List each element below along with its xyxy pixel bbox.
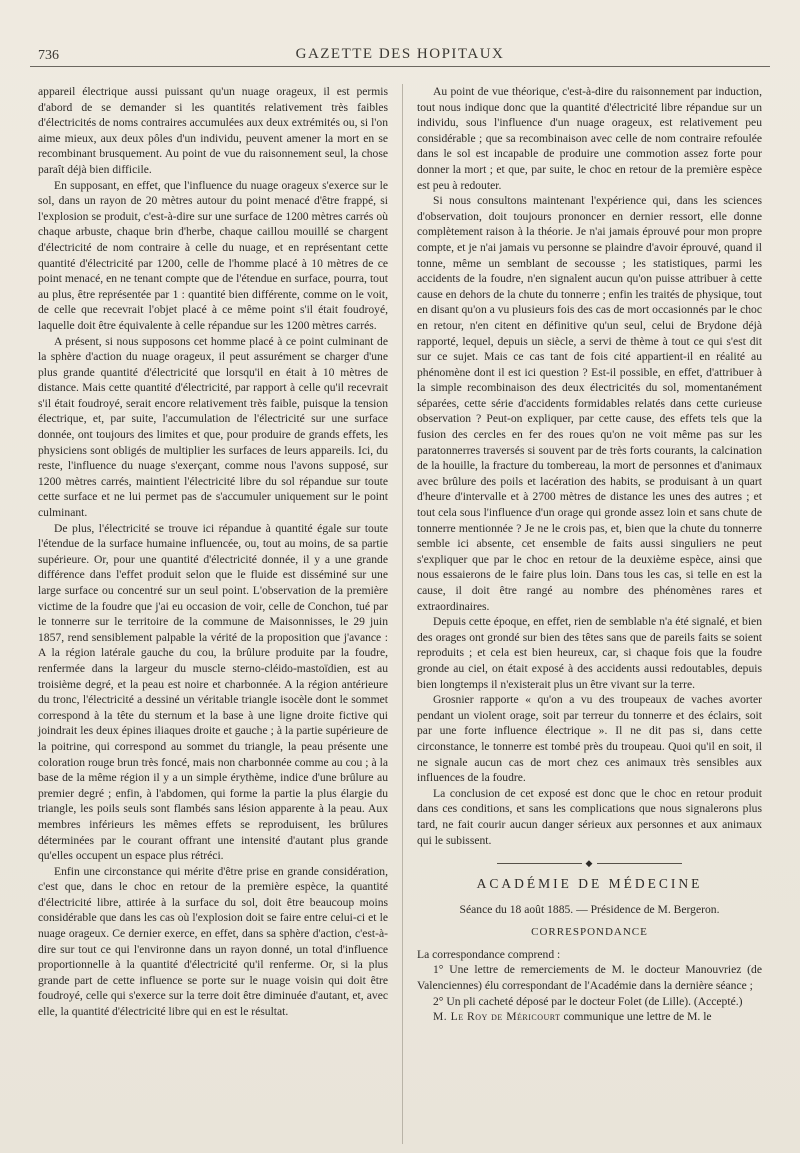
page-number: 736	[38, 48, 59, 63]
right-paragraph-2: Si nous consultons maintenant l'expérience qui, dans les sciences d'observation, doit toujours prononcer en dernier ressort, elle donne complètement raison à la théorie. Je n'ai jamais éprouvé pour mon propre compte, et je n'ai jamais vu personne se plaindre d'avoir éprouvé, quand il tonne, même un semblant de secousse ; les statistiques, parmi les accidents de la foudre, n'en signalent aucun qu'on puisse attribuer à cette cause en dehors de la chute du tonnerre ; enfin les traités de physique, tout en disant qu'on a vu plusieurs fois des cas de mort occasionnés par le choc en retour, n'en citent en définitive qu'un seul, celui de Brydone déjà rapporté, lequel, depuis un siècle, a servi de thème à tout ce qui s'est dit sur ce sujet. Mais ce cas tant de fois cité appartient-il en réalité au phénomène dont il est ici question ? Est-il possible, en effet, d'attribuer à la simple recombinaison des deux électricités du sol, momentanément séparées, cette série d'accidents formidables relatés dans cette curieuse observation ? Peut-on expliquer, par cette cause, des effets tels que la fusion des cercles en fer des roues qu'on ne voit même pas sur les paratonnerres traversés si souvent par de très forts courants, la calcination de la houille, la fracture du tombereau, la mort de personnes et d'animaux avec brûlure des poils et lacération des habits, se produisant à un quart d'heure d'intervalle et à 2700 mètres de distance les unes des autres ; et tout cela sous l'influence d'un orage qui gronde assez loin et sans chute de tonnerre mentionnée ? Je ne le crois pas, et, bien que la chute du tonnerre semble ici absente, cet ensemble de faits aussi singuliers ne peut s'expliquer que par le choc en retour de la deuxième espèce, ainsi que nous essaierons de le faire plus loin. Dans tous les cas, si telle en est la cause, il doit être rangé au nombre des phénomènes rares et extraordinaires.	[417, 194, 762, 613]
last-line-text: communique une lettre de M. le	[563, 1010, 712, 1024]
header-rule	[30, 66, 770, 67]
left-paragraph-1: appareil électrique aussi puissant qu'un nuage orageux, il est permis d'abord de se demander si les quantités relativement très faibles d'électricités de noms contraires accumulées aux deux extrémités ou, si l'on aime mieux, aux deux pôles d'un individu, peuvent amener la mort en se recombinant brusquement. Au point de vue du raisonnement seul, la chose paraît déjà bien difficile.	[38, 85, 388, 176]
right-paragraph-4: Grosnier rapporte « qu'on a vu des troupeaux de vaches avorter pendant un violent orage, soit par terreur du tonnerre et des éclairs, soit par une forte influence électrique ». Il ne dit pas si, dans cette circonstance, le tonnerre est tombé près du troupeau. Quoi qu'il en soit, il ne signale aucun cas de mort chez ces animaux très sensibles aux influences de la foudre.	[417, 693, 762, 785]
section-ornament	[417, 858, 762, 868]
speaker-name: M. Le Roy de Méricourt	[433, 1010, 561, 1024]
right-paragraph-1: Au point de vue théorique, c'est-à-dire du raisonnement par induction, tout nous indique donc que la quantité d'électricité libre répandue sur un individu, sous l'influence d'un nuage orageux, est relativement peu considérable ; que sa recombinaison avec celle de nom contraire refoulée dans le sol est incapable de produire une commotion assez forte pour donner la mort ; et que, par suite, le choc en retour de la première espèce est peu à redouter.	[417, 85, 762, 192]
page-header	[30, 44, 770, 70]
left-paragraph-4: De plus, l'électricité se trouve ici répandue à quantité égale sur toute l'étendue de la surface humaine influencée, ou, tout au moins, de sa partie supérieure. Or, pour une quantité d'électricité donnée, il y a une grande différence dans l'effet produit selon que le fluide est disséminé sur une large surface ou concentré sur un seul point. L'observation de la première victime de la foudre que j'ai eu occasion de voir, celle de Conchon, tué par le tonnerre sur le territoire de la commune de Maisonnisses, le 29 juin 1857, rend sensiblement palpable la vérité de la proposition que j'avance : A la région latérale gauche du cou, la brûlure produite par la foudre, renfermée dans la largeur du muscle sterno-cléido-mastoïdien, est au troisième degré, et la peau est noire et charbonnée. A la région antérieure du tronc, l'électricité a dessiné un véritable triangle isocèle dont le sommet correspond à la tête du sternum et la base à une ligne droite fictive qui joindrait les deux épines iliaques droite et gauche ; à la partie supérieure de la poitrine, qui correspond au sommet du triangle, la peau présente une coloration rouge brun très foncé, mais non charbonnée comme au cou ; à la base de la même région il y a un simple érythème, indice d'une brûlure au premier degré ; enfin, à l'abdomen, qui forme la partie la plus élargie du triangle, les poils seuls sont flambés sans lésion apparente à la peau. Aux membres inférieurs les mêmes effets se reproduisent, les brûlures déterminées par le courant offrant une intensité d'autant plus grande qu'elles occupent un espace plus rétréci.	[38, 521, 388, 863]
correspondence-title: CORRESPONDANCE	[531, 926, 648, 939]
left-paragraph-3: A présent, si nous supposons cet homme placé à ce point culminant de la sphère d'action du nuage orageux, il peut assurément se charger d'une plus grande quantité d'électricité que lorsqu'il en était à 10 mètres de distance. Mais cette quantité d'électricité, par rapport à celle qu'il recevrait s'il était foudroyé, serait encore relativement très faible, puisque la tension électrique, et, par suite, l'accumulation de l'électricité sur une surface donnée, ont toujours des limites et que, pour produire de grands effets, les physiciens sont obligés de multiplier les surfaces de leurs appareils. Ici, du reste, l'influence du nuage s'exerçant, comme nous l'avons supposé, sur 1200 mètres carrés, maintient l'électricité libre du sol répandue sur toute cette surface et ne lui permet pas de s'accumuler uniquement sur le point culminant.	[38, 334, 388, 520]
correspondence-item-1: 1° Une lettre de remerciements de M. le docteur Manouvriez (de Valenciennes) élu correspondant de l'Académie dans la dernière séance ;	[417, 963, 762, 993]
left-column	[38, 84, 388, 1020]
correspondence-item-2: 2° Un pli cacheté déposé par le docteur Folet (de Lille). (Accepté.)	[433, 994, 743, 1008]
right-paragraph-3: Depuis cette époque, en effet, rien de semblable n'a été signalé, et bien des orages ont grondé sur bien des têtes sans que de pareils faits se soient reproduits ; et cela est bien heureux, car, si chaque fois que la foudre gronde au ciel, on était exposé à des accidents aussi redoutables, depuis bien longtemps il n'existerait plus un être vivant sur la terre.	[417, 615, 762, 691]
ornament-line-right	[597, 863, 682, 864]
right-column	[417, 84, 762, 1025]
left-paragraph-5: Enfin une circonstance qui mérite d'être prise en grande considération, c'est que, dans le choc en retour de la première espèce, la quantité d'électricité libre, attirée à la surface du sol, doit être beaucoup moins considérable que dans les cas où l'explosion doit se faire entre celui-ci et le nuage orageux. Ce dernier exerce, en effet, dans sa sphère d'action, c'est-à-dire sur tout ce qui l'environne dans un rayon donné, un total d'influence proportionnelle à la quantité d'électricité qu'il renferme. Or, si la plus grande part de cette influence se porte sur le nuage voisin qui doit être foudroyé, celle qui s'exerce sur la terre doit être diminuée d'autant, et, avec elle, la quantité d'électricité libre qui en est le résultat.	[38, 864, 388, 1019]
left-paragraph-2: En supposant, en effet, que l'influence du nuage orageux s'exerce sur le sol, dans un rayon de 20 mètres autour du point menacé d'être frappé, si l'explosion se produit, c'est-à-dire sur une surface de 1200 mètres carrés où chaque arbuste, chaque brin d'herbe, chaque caillou mouillé se chargent d'électricité de nom contraire à celle du nuage, et en représentant cette quantité d'électricité par 1200, celle de l'homme placé à 10 mètres de ce point menacé, en ne tenant compte que de l'étendue en surface, pourra, tout au plus, être représentée par 1 : quantité bien différente, comme on le voit, de celle que recevrait l'objet placé à ce même point s'il était foudroyé, laquelle doit être équivalente à celle répandue sur les 1200 mètres carrés.	[38, 178, 388, 332]
section-title: ACADÉMIE DE MÉDECINE	[476, 876, 703, 892]
right-paragraph-5: La conclusion de cet exposé est donc que le choc en retour produit dans ces conditions, et sans les complications que nous signalerons plus tard, ne fait courir aucun danger sérieux aux personnes et aux animaux qui le subissent.	[417, 786, 762, 847]
ornament-diamond-icon: ◆	[585, 858, 593, 869]
column-divider	[402, 84, 403, 1144]
session-line: Séance du 18 août 1885. — Présidence de M. Bergeron.	[459, 902, 720, 916]
last-line	[417, 1009, 762, 1025]
running-title: GAZETTE DES HOPITAUX	[295, 46, 505, 62]
ornament-line-left	[497, 863, 582, 864]
correspondence-intro: La correspondance comprend :	[417, 947, 561, 961]
